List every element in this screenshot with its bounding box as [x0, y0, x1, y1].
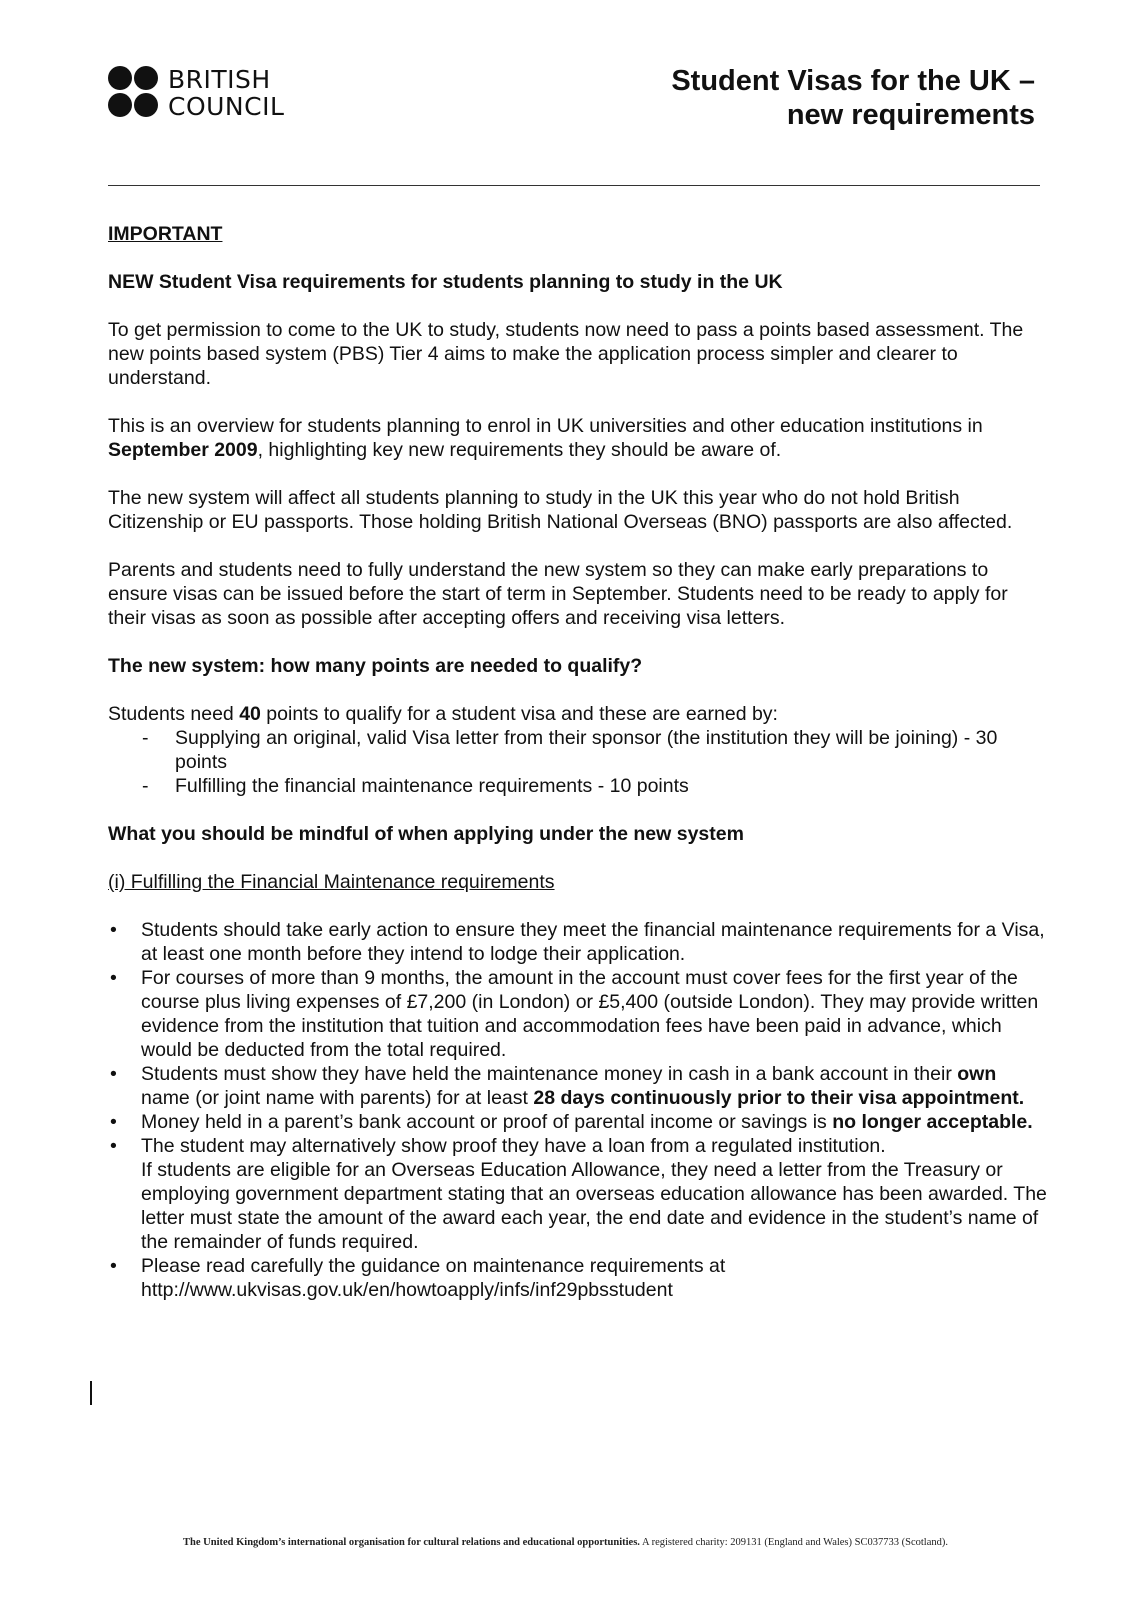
- bullet-icon: •: [110, 1111, 117, 1133]
- points-text: Students need: [108, 703, 240, 725]
- bullet-bold: no longer acceptable.: [832, 1111, 1033, 1133]
- bullet-text: name (or joint name with parents) for at least: [141, 1087, 534, 1109]
- overview-date: September 2009: [108, 439, 258, 461]
- subheading-financial: (i) Fulfilling the Financial Maintenance requirements: [108, 871, 555, 893]
- bullet-text: The student may alternatively show proof they have a loan from a regulated institution.: [141, 1135, 886, 1157]
- points-list: [108, 726, 1048, 798]
- paragraph-intro: To get permission to come to the UK to study, students now need to pass a points based assessment. The new points based system (PBS) Tier 4 aims to make the application process simpler and clearer to understand.: [108, 319, 1024, 389]
- heading-points: The new system: how many points are needed to qualify?: [108, 655, 643, 677]
- bullet-text: If students are eligible for an Overseas Education Allowance, they need a letter from the Treasury or employing government department stating that an overseas education allowance has been awarded. The letter must state the amount of the award each year, the end date and evidence in the student’s name of the remainder of funds required.: [141, 1159, 1047, 1253]
- bullet-text: For courses of more than 9 months, the amount in the account must cover fees for the first year of the course plus living expenses of £7,200 (in London) or £5,400 (outside London). They may provide written evidence from the institution that tuition and accommodation fees have been paid in advance, which would be deducted from the total required.: [141, 967, 1039, 1061]
- list-item: - Supplying an original, valid Visa letter from their sponsor (the institution they will be joining) - 30 points: [108, 726, 1048, 774]
- list-item: [108, 1062, 1048, 1110]
- bullet-icon: •: [110, 967, 117, 989]
- footer: [0, 1537, 1131, 1548]
- bullet-icon: •: [110, 1063, 117, 1085]
- document-body: [108, 222, 1048, 1302]
- logo-dots-icon: [108, 66, 158, 117]
- list-item: [108, 918, 1048, 966]
- bullet-icon: •: [110, 1135, 117, 1157]
- logo-text: [168, 66, 284, 120]
- bullet-text: Please read carefully the guidance on maintenance requirements at: [141, 1255, 726, 1277]
- paragraph-overview: [108, 414, 1048, 462]
- british-council-logo: [108, 66, 284, 120]
- bullet-bold: 28 days continuously prior to their visa appointment.: [533, 1087, 1025, 1109]
- bullet-text: Money held in a parent’s bank account or proof of parental income or savings is: [141, 1111, 833, 1133]
- footer-bold-text: The United Kingdom’s international organisation for cultural relations and educational opportunities.: [183, 1537, 640, 1548]
- points-value: 40: [239, 703, 261, 725]
- list-item: [108, 966, 1048, 1062]
- bullet-text: Students should take early action to ensure they meet the financial maintenance requirements for a Visa, at least one month before they intend to lodge their application.: [141, 919, 1045, 965]
- list-item: - Fulfilling the financial maintenance requirements - 10 points: [108, 774, 1048, 798]
- title-line-1: Student Visas for the UK –: [671, 65, 1035, 97]
- bullet-icon: •: [110, 919, 117, 941]
- header-divider: [108, 185, 1040, 186]
- list-item: [108, 1134, 1048, 1254]
- logo-line-1: BRITISH: [168, 65, 271, 94]
- financial-bullet-list: [108, 918, 1048, 1302]
- bullet-bold: own: [957, 1063, 997, 1085]
- text-cursor: [90, 1381, 92, 1405]
- bullet-text: Students must show they have held the maintenance money in cash in a bank account in their: [141, 1063, 958, 1085]
- page-title: [671, 64, 1035, 132]
- overview-text: This is an overview for students planning to enrol in UK universities and other education institutions in: [108, 415, 983, 437]
- list-item: [108, 1254, 1048, 1302]
- bullet-icon: •: [110, 1255, 117, 1277]
- points-text-end: points to qualify for a student visa and these are earned by:: [260, 703, 778, 725]
- logo-line-2: COUNCIL: [168, 92, 285, 121]
- paragraph-affected: The new system will affect all students planning to study in the UK this year who do not hold British Citizenship or EU passports. Those holding British National Overseas (BNO) passports are also affected.: [108, 487, 1013, 533]
- footer-charity-text: A registered charity: 209131 (England and Wales) SC037733 (Scotland).: [639, 1537, 948, 1548]
- ukvisas-link[interactable]: http://www.ukvisas.gov.uk/en/howtoapply/infs/inf29pbsstudent: [141, 1279, 673, 1301]
- paragraph-preparation: Parents and students need to fully understand the new system so they can make early preparations to ensure visas can be issued before the start of term in September. Students need to be ready to apply for their visas as soon as possible after accepting offers and receiving visa letters.: [108, 559, 1008, 629]
- overview-text-end: , highlighting key new requirements they should be aware of.: [257, 439, 782, 461]
- heading-mindful: What you should be mindful of when applying under the new system: [108, 823, 744, 845]
- list-item: [108, 1110, 1048, 1134]
- paragraph-points: [108, 702, 1048, 726]
- important-label: IMPORTANT: [108, 223, 223, 245]
- title-line-2: new requirements: [786, 99, 1035, 131]
- heading-new-requirements: NEW Student Visa requirements for students planning to study in the UK: [108, 271, 783, 293]
